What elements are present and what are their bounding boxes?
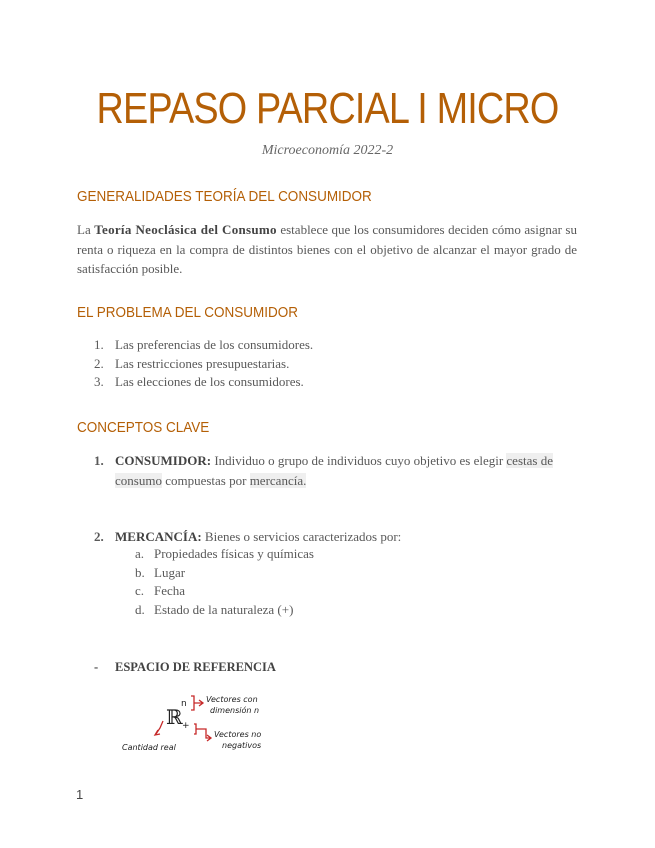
- list-item: b. Lugar: [135, 564, 186, 580]
- intro-rest: establece que los consumidores deciden cómo asignar su renta o riqueza en la compra de distintos bienes con el objetivo de alcanzar el mayor grado de satisfacción posible.: [77, 222, 577, 276]
- sketch-subscript: +: [182, 721, 190, 731]
- list-item: 1. Las preferencias de los consumidores.: [94, 337, 314, 352]
- intro-paragraph: [77, 220, 577, 279]
- concept-consumidor: 1. CONSUMIDOR: Individuo o grupo de individuos cuyo objetivo es elegir cestas de consumo compuestas por mercancía.: [94, 453, 553, 488]
- list-item: a. Propiedades físicas y químicas: [135, 546, 314, 561]
- list-item: d. Estado de la naturaleza (+): [135, 601, 294, 617]
- highlight-mercancia: mercancía.: [249, 472, 307, 488]
- document-subtitle: Microeconomía 2022-2: [261, 143, 394, 158]
- list-item: c. Fecha: [135, 583, 186, 598]
- heading-conceptos: CONCEPTOS CLAVE: [77, 419, 210, 436]
- intro-bold-term: Teoría Neoclásica del Consumo: [94, 222, 277, 237]
- note-plus-line2: negativos: [222, 741, 262, 750]
- mercancia-sublist: [135, 545, 314, 619]
- sketch-real-symbol: ℝ: [166, 705, 183, 729]
- problema-list: [94, 336, 313, 392]
- bracket-n-arrow: [191, 696, 202, 710]
- note-n-line2: dimensión n: [210, 706, 260, 715]
- handwritten-sketch: [118, 690, 318, 760]
- note-left: Cantidad real: [122, 743, 176, 752]
- intro-prefix: La: [77, 222, 95, 237]
- highlight-cestas: cestas de consumo: [115, 453, 553, 488]
- sketch-superscript: n: [181, 699, 187, 709]
- term-consumidor: CONSUMIDOR:: [115, 453, 212, 468]
- term-mercancia: MERCANCÍA:: [115, 529, 202, 544]
- page-number: 1: [76, 787, 84, 802]
- list-item: 3. Las elecciones de los consumidores.: [94, 374, 304, 389]
- concept-mercancia: 2. MERCANCÍA: Bienes o servicios caracterizados por:: [94, 529, 402, 544]
- document-title: REPASO PARCIAL I MICRO: [96, 84, 559, 133]
- espacio-referencia-item: - ESPACIO DE REFERENCIA: [94, 660, 276, 674]
- list-item: 2. Las restricciones presupuestarias.: [94, 355, 290, 371]
- heading-problema: EL PROBLEMA DEL CONSUMIDOR: [77, 304, 299, 321]
- heading-generalidades: GENERALIDADES TEORÍA DEL CONSUMIDOR: [77, 188, 372, 205]
- note-plus-line1: Vectores no: [214, 730, 262, 739]
- note-n-line1: Vectores con: [206, 695, 258, 704]
